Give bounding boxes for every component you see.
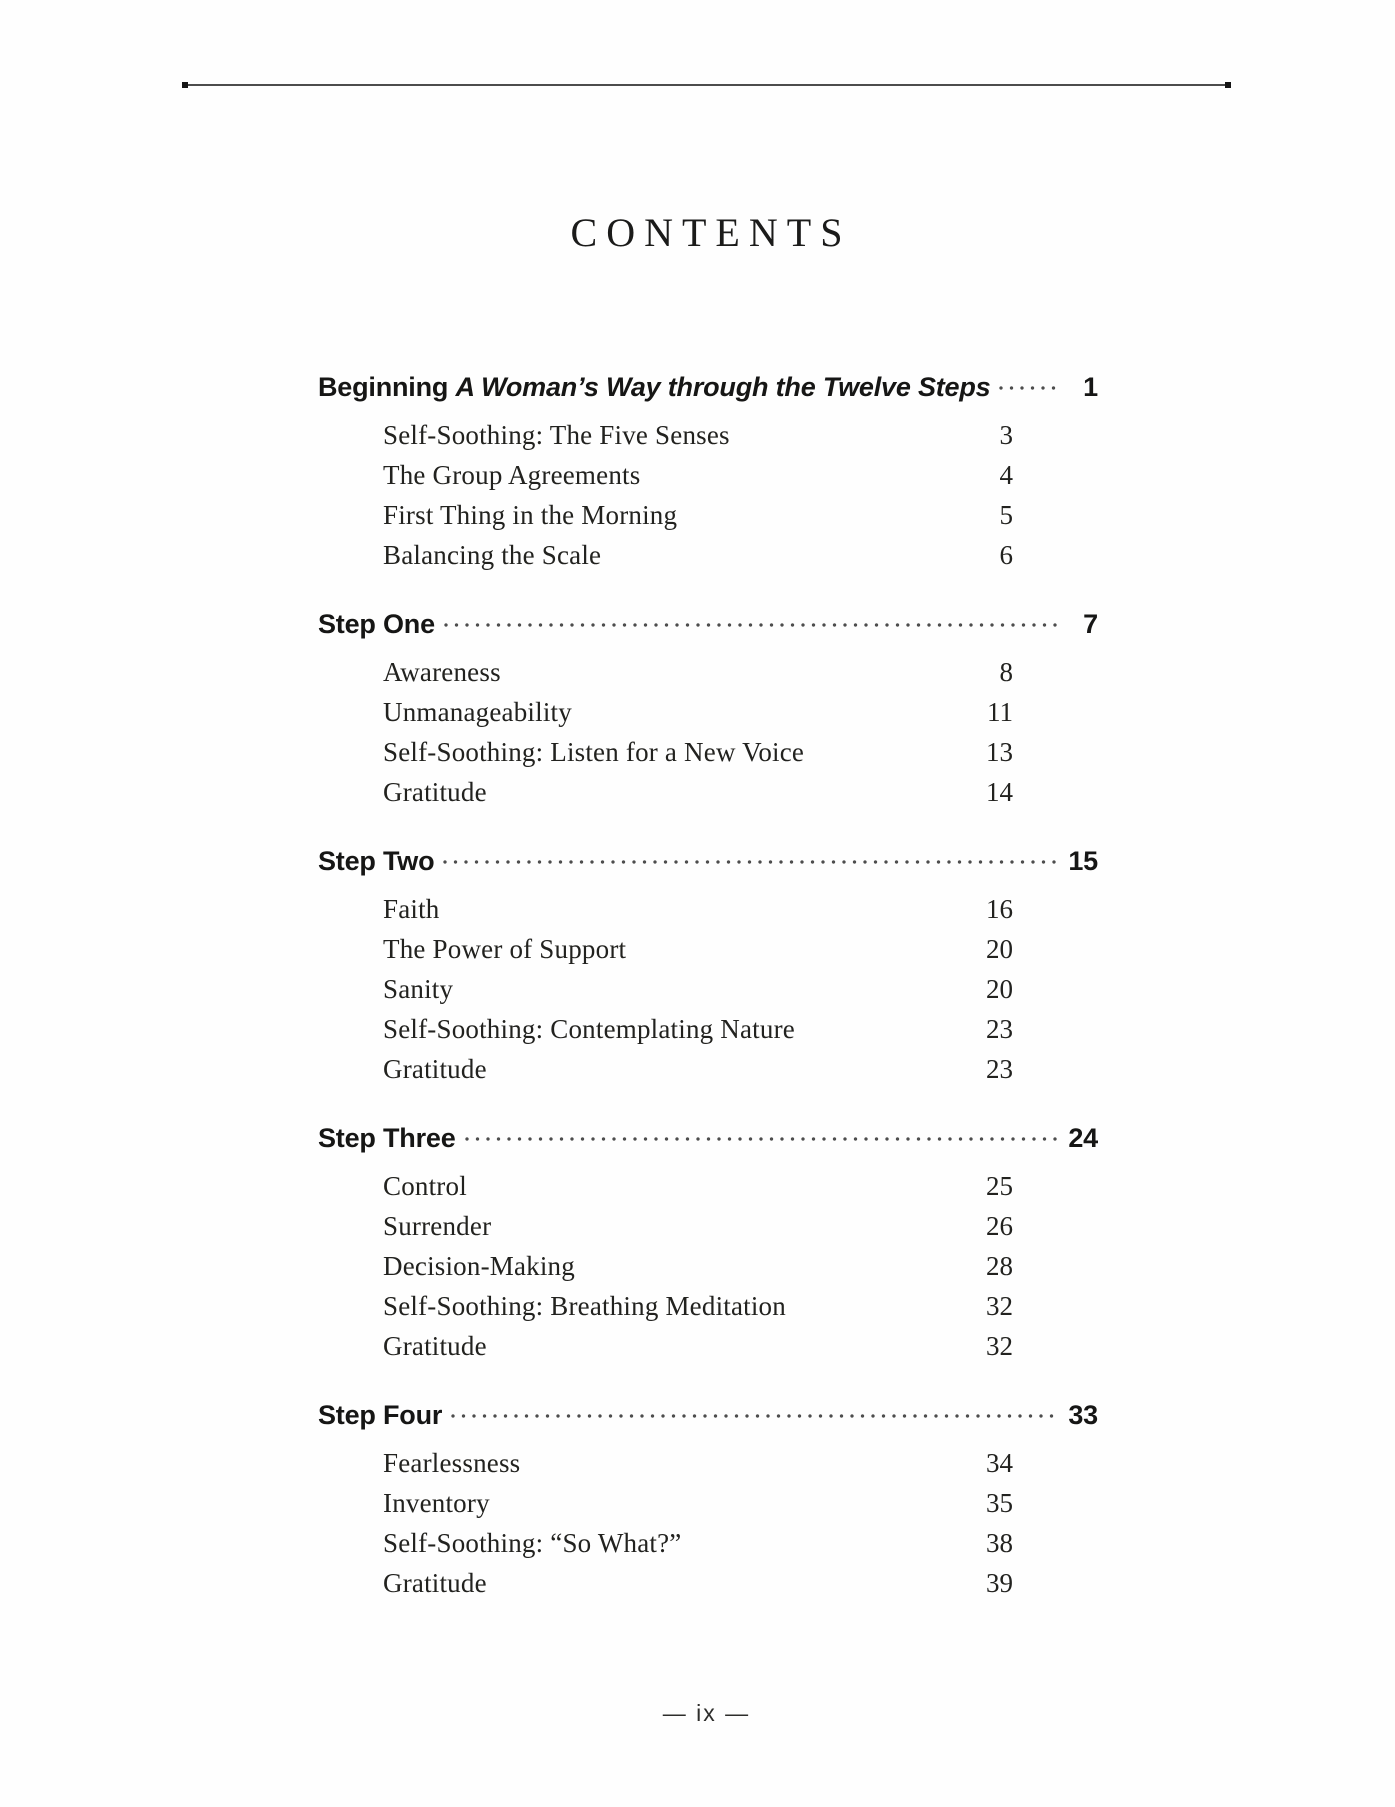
toc-entry-row: [318, 1483, 1098, 1523]
entry-page-number: 28: [986, 1251, 1013, 1281]
entry-label: Inventory: [383, 1488, 490, 1518]
toc-entry-row: [318, 692, 1098, 732]
entry-page-number: 8: [999, 657, 1013, 687]
toc-section-entries: [318, 652, 1098, 812]
section-title: [318, 367, 990, 407]
entry-label: Self-Soothing: Breathing Meditation: [383, 1291, 786, 1321]
toc-entry-row: [318, 455, 1098, 495]
entry-page-number: 25: [986, 1171, 1013, 1201]
toc-entry-row: [318, 1049, 1098, 1089]
entry-page-number: 14: [986, 777, 1013, 807]
toc-section-heading-row: [318, 840, 1098, 881]
entry-label: Balancing the Scale: [383, 540, 602, 570]
section-title: [318, 1395, 442, 1435]
toc-section-heading-row: [318, 1394, 1098, 1435]
entry-label: Self-Soothing: Contemplating Nature: [383, 1014, 795, 1044]
section-title-text: Step Three: [318, 1123, 456, 1153]
section-title: [318, 604, 435, 644]
dot-leader: [443, 840, 1057, 870]
toc-section-heading-row: [318, 1117, 1098, 1158]
entry-page-number: 5: [999, 500, 1013, 530]
entry-page-number: 20: [986, 934, 1013, 964]
entry-page-number: 32: [986, 1291, 1013, 1321]
toc-section-entries: [318, 1166, 1098, 1366]
entry-label: Unmanageability: [383, 697, 572, 727]
entry-page-number: 26: [986, 1211, 1013, 1241]
entry-page-number: 32: [986, 1331, 1013, 1361]
entry-label: Surrender: [383, 1211, 492, 1241]
entry-label: Faith: [383, 894, 440, 924]
toc-entry-row: [318, 1246, 1098, 1286]
section-title: [318, 1118, 456, 1158]
section-title-text: Step One: [318, 609, 435, 639]
toc-entry-row: [318, 535, 1098, 575]
toc-entry-row: [318, 969, 1098, 1009]
toc-entry-row: [318, 732, 1098, 772]
entry-label: Fearlessness: [383, 1448, 521, 1478]
page-title: CONTENTS: [570, 210, 852, 255]
section-title-text: Beginning: [318, 372, 456, 402]
toc-section-entries: [318, 415, 1098, 575]
entry-page-number: 23: [986, 1054, 1013, 1084]
toc-entry-row: [318, 652, 1098, 692]
entry-label: The Group Agreements: [383, 460, 641, 490]
section-page-number: 24: [1068, 1123, 1098, 1153]
toc-entry-row: [318, 1443, 1098, 1483]
toc-entry-row: [318, 1563, 1098, 1603]
entry-label: The Power of Support: [383, 934, 627, 964]
entry-page-number: 16: [986, 894, 1013, 924]
toc-entry-row: [318, 1286, 1098, 1326]
dot-leader: [451, 1394, 1057, 1424]
toc-entry-row: [318, 1009, 1098, 1049]
section-title-text: Step Four: [318, 1400, 443, 1430]
rule-end-dot-left: [182, 82, 188, 88]
entry-page-number: 4: [999, 460, 1013, 490]
entry-page-number: 11: [987, 697, 1013, 727]
entry-label: Self-Soothing: The Five Senses: [383, 420, 730, 450]
section-page-number: 33: [1068, 1400, 1098, 1430]
entry-page-number: 6: [999, 540, 1013, 570]
entry-label: Self-Soothing: Listen for a New Voice: [383, 737, 805, 767]
dot-leader: [465, 1117, 1057, 1147]
toc-section-entries: [318, 1443, 1098, 1603]
toc-entry-row: [318, 415, 1098, 455]
toc-section-entries: [318, 889, 1098, 1089]
entry-page-number: 13: [986, 737, 1013, 767]
toc-section-heading-row: [318, 366, 1098, 407]
dot-leader: [999, 366, 1057, 396]
entry-label: Sanity: [383, 974, 454, 1004]
top-rule: [184, 84, 1229, 86]
toc-section: [318, 1117, 1098, 1366]
entry-page-number: 34: [986, 1448, 1013, 1478]
section-page-number: 7: [1083, 609, 1098, 639]
toc-entry-row: [318, 1166, 1098, 1206]
section-title-italic-text: A Woman’s Way through the Twelve Steps: [455, 372, 991, 402]
entry-page-number: 20: [986, 974, 1013, 1004]
entry-label: Gratitude: [383, 777, 487, 807]
section-page-number: 1: [1083, 372, 1098, 402]
entry-label: Self-Soothing: “So What?”: [383, 1528, 682, 1558]
entry-label: Gratitude: [383, 1568, 487, 1598]
toc-entry-row: [318, 495, 1098, 535]
rule-end-dot-right: [1225, 82, 1231, 88]
toc-section: [318, 840, 1098, 1089]
entry-label: Decision-Making: [383, 1251, 575, 1281]
section-title: [318, 841, 434, 881]
toc-entry-row: [318, 889, 1098, 929]
entry-page-number: 38: [986, 1528, 1013, 1558]
entry-label: Gratitude: [383, 1331, 487, 1361]
toc-entry-row: [318, 772, 1098, 812]
table-of-contents: [318, 366, 1098, 1603]
entry-label: Control: [383, 1171, 467, 1201]
entry-label: First Thing in the Morning: [383, 500, 678, 530]
entry-page-number: 35: [986, 1488, 1013, 1518]
entry-label: Awareness: [383, 657, 501, 687]
entry-label: Gratitude: [383, 1054, 487, 1084]
toc-section: [318, 603, 1098, 812]
toc-section-heading-row: [318, 603, 1098, 644]
toc-entry-row: [318, 929, 1098, 969]
dot-leader: [444, 603, 1057, 633]
toc-entry-row: [318, 1326, 1098, 1366]
toc-section: [318, 1394, 1098, 1603]
section-page-number: 15: [1068, 846, 1098, 876]
toc-entry-row: [318, 1206, 1098, 1246]
toc-entry-row: [318, 1523, 1098, 1563]
folio-page-number: — ix —: [662, 1700, 751, 1726]
entry-page-number: 23: [986, 1014, 1013, 1044]
entry-page-number: 39: [986, 1568, 1013, 1598]
entry-page-number: 3: [999, 420, 1013, 450]
section-title-text: Step Two: [318, 846, 435, 876]
toc-section: [318, 366, 1098, 575]
